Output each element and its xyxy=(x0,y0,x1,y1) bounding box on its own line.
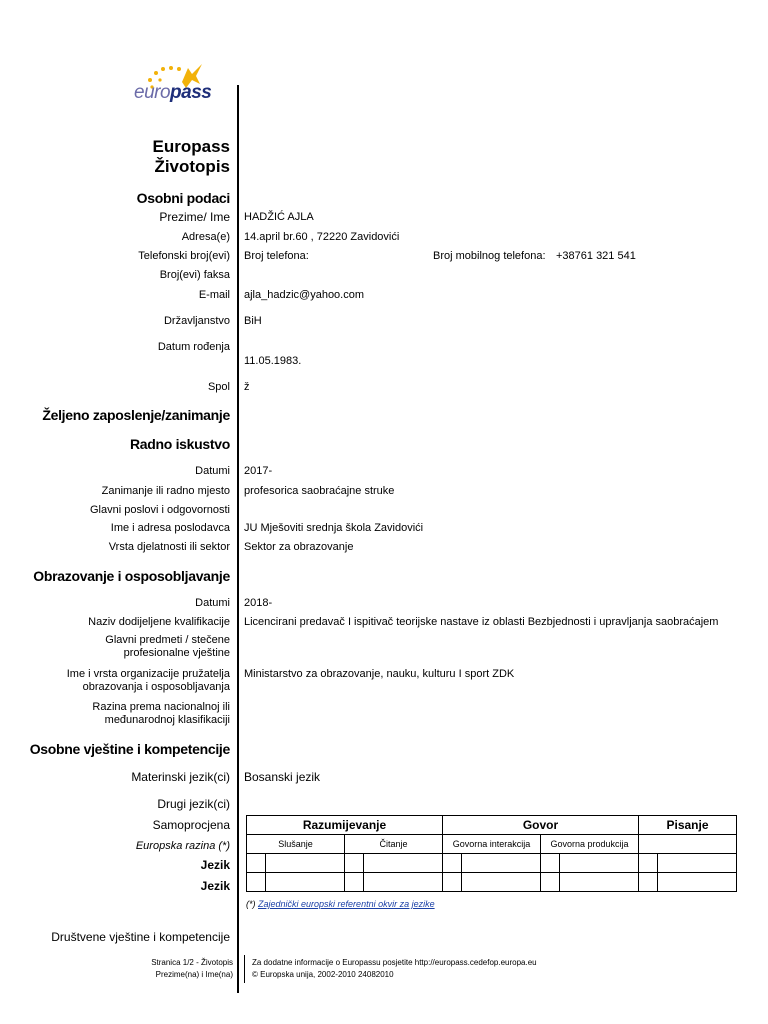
surname-label: Prezime/ Ime xyxy=(159,210,230,224)
qualification-label: Naziv dodijeljene kvalifikacije xyxy=(88,616,230,628)
email-value: ajla_hadzic@yahoo.com xyxy=(244,289,365,301)
footer-names: Prezime(na) i Ime(na) xyxy=(155,970,233,979)
gender-label: Spol xyxy=(207,381,230,393)
phone-label: Telefonski broj(evi) xyxy=(138,250,230,262)
language-row-label-1: Jezik xyxy=(200,858,230,872)
address-label: Adresa(e) xyxy=(181,231,230,243)
employer-value: JU Mješoviti srednja škola Zavidovići xyxy=(244,522,424,534)
work-dates-label: Datumi xyxy=(195,465,230,477)
col-writing: Pisanje xyxy=(639,816,737,835)
footnote-prefix: (*) xyxy=(246,899,256,909)
european-level-label: Europska razina (*) xyxy=(135,840,230,852)
citizenship-label: Državljanstvo xyxy=(163,315,230,327)
fax-label: Broj(evi) faksa xyxy=(159,269,230,281)
education-dates-value: 2018- xyxy=(244,597,273,609)
vertical-divider xyxy=(237,85,239,993)
sector-value: Sektor za obrazovanje xyxy=(244,541,354,553)
address-value: 14.april br.60 , 72220 Zavidovići xyxy=(244,231,400,243)
title-zivotopis: Životopis xyxy=(154,157,230,176)
col-reading: Čitanje xyxy=(345,835,443,854)
language-self-assessment-table xyxy=(246,815,737,892)
mobile-value: +38761 321 541 xyxy=(556,250,636,262)
sector-label: Vrsta djelatnosti ili sektor xyxy=(108,541,230,553)
email-label: E-mail xyxy=(198,289,230,301)
citizenship-value: BiH xyxy=(244,315,262,327)
col-spoken-interaction: Govorna interakcija xyxy=(443,835,541,854)
footer-info: Za dodatne informacije o Europassu posjetite http://europass.cedefop.europa.eu xyxy=(252,958,537,967)
cefr-link[interactable]: Zajednički europski referentni okvir za jezike xyxy=(258,899,435,909)
section-skills-heading: Osobne vještine i kompetencije xyxy=(29,741,230,757)
title-europass: Europass xyxy=(152,137,230,156)
section-desired-job-heading: Željeno zaposlenje/zanimanje xyxy=(42,407,230,423)
self-assessment-label: Samoprocjena xyxy=(152,818,230,832)
col-writing-sub xyxy=(639,835,737,854)
footer-divider xyxy=(244,955,245,983)
footer-page: Stranica 1/2 - Životopis xyxy=(151,958,233,967)
table-row xyxy=(247,854,737,873)
mother-tongue-value: Bosanski jezik xyxy=(244,770,321,784)
social-skills-label: Društvene vještine i kompetencije xyxy=(51,930,230,944)
level-label: Razina prema nacionalnoj ili međunarodnoj klasifikaciji xyxy=(92,701,230,726)
qualification-value: Licencirani predavač I ispitivač teorijske nastave iz oblasti Bezbjednosti i upravljanja saobraćajem xyxy=(244,616,719,628)
work-dates-value: 2017- xyxy=(244,465,273,477)
col-speaking: Govor xyxy=(443,816,639,835)
mother-tongue-label: Materinski jezik(ci) xyxy=(131,770,230,784)
gender-value: ž xyxy=(244,381,250,393)
logo-pass-text: pass xyxy=(170,82,212,103)
footer-copyright: © Europska unija, 2002-2010 24082010 xyxy=(252,970,394,979)
surname-value: HADŽIĆ AJLA xyxy=(244,211,314,223)
education-dates-label: Datumi xyxy=(195,597,230,609)
duties-label: Glavni poslovi i odgovornosti xyxy=(89,504,230,516)
footnote xyxy=(246,899,435,909)
section-personal-heading: Osobni podaci xyxy=(136,190,230,206)
table-row xyxy=(247,873,737,892)
dob-value: 11.05.1983. xyxy=(244,355,302,367)
mobile-label: Broj mobilnog telefona: xyxy=(433,250,546,262)
occupation-value: profesorica saobraćajne struke xyxy=(244,485,395,497)
section-education-heading: Obrazovanje i osposobljavanje xyxy=(33,568,230,584)
subjects-label: Glavni predmeti / stečene profesionalne vještine xyxy=(105,634,230,659)
organisation-value: Ministarstvo za obrazovanje, nauku, kulturu I sport ZDK xyxy=(244,668,515,680)
col-spoken-production: Govorna produkcija xyxy=(541,835,639,854)
language-row-label-2: Jezik xyxy=(200,879,230,893)
phone-value: Broj telefona: xyxy=(244,250,309,262)
dob-label: Datum rođenja xyxy=(157,341,230,353)
employer-label: Ime i adresa poslodavca xyxy=(110,522,230,534)
logo-euro-text: euro xyxy=(134,82,171,103)
col-understanding: Razumijevanje xyxy=(247,816,443,835)
organisation-label: Ime i vrsta organizacije pružatelja obrazovanja i osposobljavanja xyxy=(66,668,230,693)
occupation-label: Zanimanje ili radno mjesto xyxy=(101,485,230,497)
section-work-heading: Radno iskustvo xyxy=(129,436,230,452)
other-languages-label: Drugi jezik(ci) xyxy=(157,797,230,811)
europass-logo xyxy=(130,60,230,106)
col-listening: Slušanje xyxy=(247,835,345,854)
